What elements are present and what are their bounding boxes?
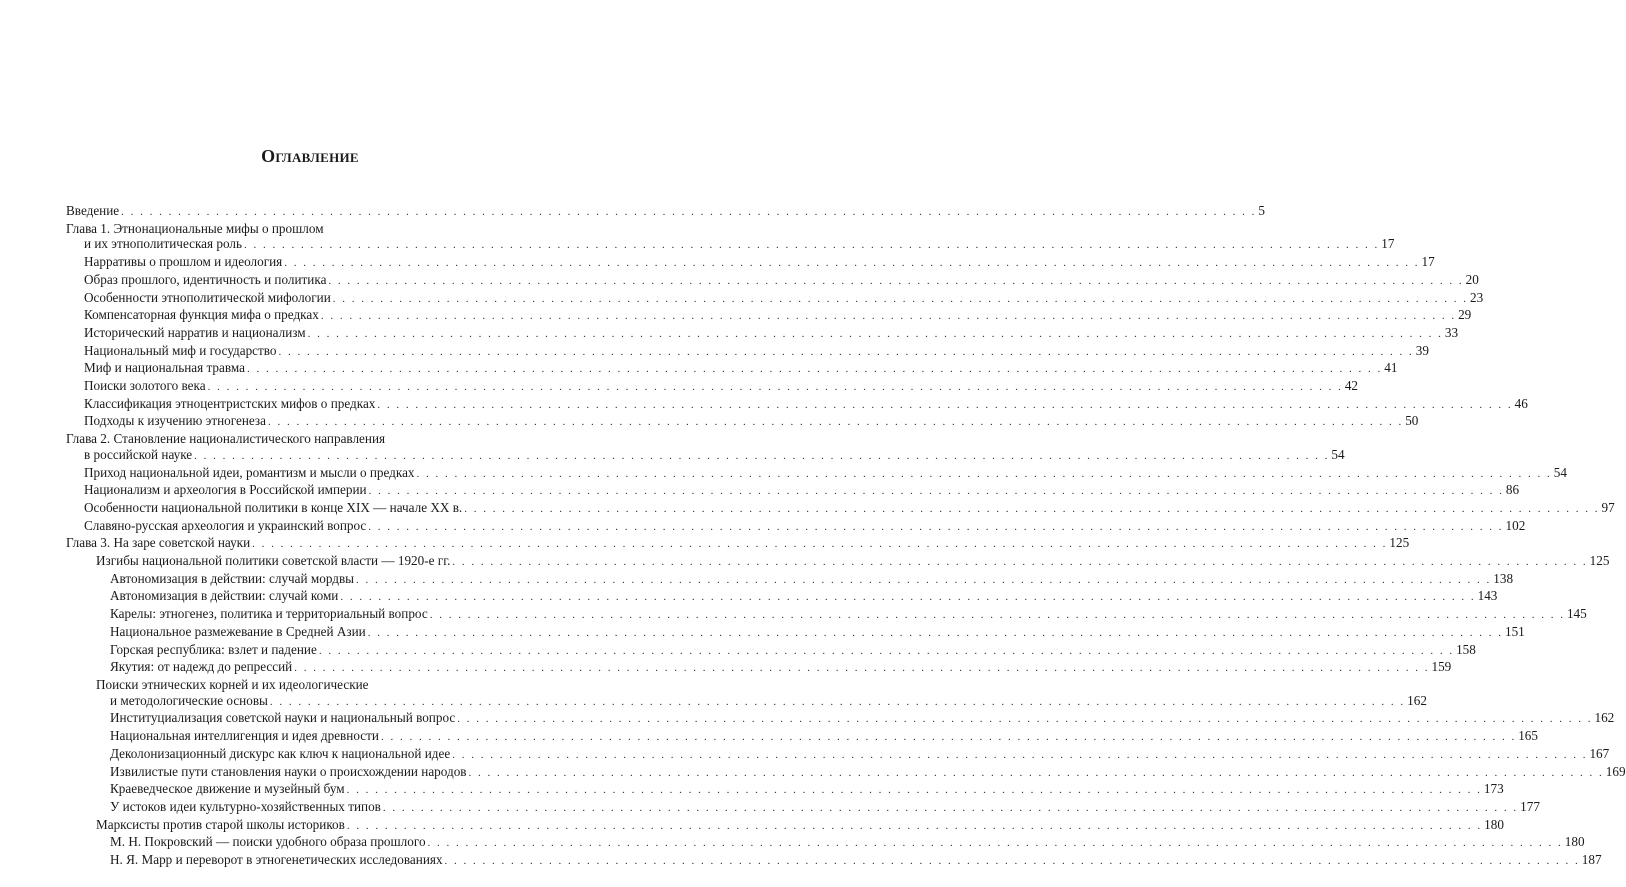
toc-entry (66, 254, 1435, 272)
dot-leader: . . . . . . . . . . . . . . . . . . . . . . . . . . . . . . . . . . . . . . . . . . . . . . . . . . . . . . . . . . . . . . . . . . . . . . . . . . . . . . . . . . . . . . . . . . . . . . . . . . . . . . . . . . . . . . . . . . . . . . . . (318, 644, 1455, 657)
dot-leader: . . . . . . . . . . . . . . . . . . . . . . . . . . . . . . . . . . . . . . . . . . . . . . . . . . . . . . . . . . . . . . . . . . . . . . . . . . . . . . . . . . . . . . . . . . . . . . . . . . . . . . . . . . . . . . . . . . . . . . . . (429, 609, 1565, 622)
toc-entry (66, 553, 1610, 571)
toc-entry-page: 97 (1601, 499, 1615, 515)
toc-entry (66, 307, 1472, 325)
toc-entry-page: 17 (1421, 254, 1435, 270)
dot-leader: . . . . . . . . . . . . . . . . . . . . . . . . . . . . . . . . . . . . . . . . . . . . . . . . . . . . . . . . . . . . . . . . . . . . . . . . . . . . . . . . . . . . . . . . . . . . . . . . . . . . . . . . . . . . . . . . . . . . . . . . (444, 855, 1580, 868)
toc-entry (66, 710, 1615, 728)
toc-entry (66, 641, 1476, 660)
toc-entry-title: Автономизация в действии: случай мордвы (110, 570, 355, 586)
dot-leader: . . . . . . . . . . . . . . . . . . . . . . . . . . . . . . . . . . . . . . . . . . . . . . . . . . . . . . . . . . . . . . . . . . . . . . . . . . . . . . . . . . . . . . . . . . . . . . . . . . . . . . . . . . . . . . . . . . . . . . . . (452, 556, 1588, 569)
toc-entry (66, 570, 1514, 589)
toc-entry-page: 159 (1431, 659, 1452, 675)
dot-leader: . . . . . . . . . . . . . . . . . . . . . . . . . . . . . . . . . . . . . . . . . . . . . . . . . . . . . . . . . . . . . . . . . . . . . . . . . . . . . . . . . . . . . . . . . . . . . . . . . . . . . . . . . . . . . . . . . . . . . . . . (367, 626, 1503, 639)
dot-leader: . . . . . . . . . . . . . . . . . . . . . . . . . . . . . . . . . . . . . . . . . . . . . . . . . . . . . . . . . . . . . . . . . . . . . . . . . . . . . . . . . . . . . . . . . . . . . . . . . . . . . . . . . . . . . . . . . . . . . . . . (278, 345, 1414, 358)
dot-leader: . . . . . . . . . . . . . . . . . . . . . . . . . . . . . . . . . . . . . . . . . . . . . . . . . . . . . . . . . . . . . . . . . . . . . . . . . . . . . . . . . . . . . . . . . . . . . . . . . . . . . . . . . . . . . . . . . . . . . . . . (464, 502, 1600, 515)
toc-entry-page: 173 (1483, 781, 1504, 797)
toc-entry (66, 692, 1427, 711)
toc-entry-page: 39 (1415, 342, 1429, 358)
toc-entry-title: Национализм и археология в Российской империи (84, 482, 367, 498)
dot-leader: . . . . . . . . . . . . . . . . . . . . . . . . . . . . . . . . . . . . . . . . . . . . . . . . . . . . . . . . . . . . . . . . . . . . . . . . . . . . . . . . . . . . . . . . . . . . . . . . . . . . . . . . . . . . . . . . . . . . . . . . (346, 784, 1482, 797)
toc-entry (66, 360, 1398, 378)
dot-leader: . . . . . . . . . . . . . . . . . . . . . . . . . . . . . . . . . . . . . . . . . . . . . . . . . . . . . . . . . . . . . . . . . . . . . . . . . . . . . . . . . . . . . . . . . . . . . . . . . . . . . . . . . . . . . . . . . . . . . . . . (244, 239, 1380, 252)
toc-entry (66, 464, 1567, 483)
dot-leader: . . . . . . . . . . . . . . . . . . . . . . . . . . . . . . . . . . . . . . . . . . . . . . . . . . . . . . . . . . . . . . . . . . . . . . . . . . . . . . . . . . . . . . . . . . . . . . . . . . . . . . . . . . . . . . . . . . . . . . . . (356, 573, 1492, 586)
dot-leader: . . . . . . . . . . . . . . . . . . . . . . . . . . . . . . . . . . . . . . . . . . . . . . . . . . . . . . . . . . . . . . . . . . . . . . . . . . . . . . . . . . . . . . . . . . . . . . . . . . . . . . . . . . . . . . . . . . . . . . . . (368, 485, 1504, 498)
toc-entry-title: Классификация этноцентристских мифов о предках (84, 395, 376, 411)
dot-leader: . . . . . . . . . . . . . . . . . . . . . . . . . . . . . . . . . . . . . . . . . . . . . . . . . . . . . . . . . . . . . . . . . . . . . . . . . . . . . . . . . . . . . . . . . . . . . . . . . . . . . . . . . . . . . . . . . . . . . . . . (194, 449, 1330, 462)
toc-entry-page: 145 (1566, 606, 1587, 622)
toc-entry (66, 271, 1479, 290)
toc-entry-title: Карелы: этногенез, политика и территориальный вопрос (110, 606, 428, 622)
toc-entry-page: 125 (1389, 535, 1410, 551)
toc-entry-page: 33 (1444, 324, 1459, 340)
toc-entry-title: Национальное размежевание в Средней Азии (110, 623, 366, 639)
dot-leader: . . . . . . . . . . . . . . . . . . . . . . . . . . . . . . . . . . . . . . . . . . . . . . . . . . . . . . . . . . . . . . . . . . . . . . . . . . . . . . . . . . . . . . . . . . . . . . . . . . . . . . . . . . . . . . . . . . . . . . . . (340, 591, 1476, 604)
toc-entry (66, 798, 1540, 817)
toc-entry-title: Глава 1. Этнонациональные мифы о прошлом (66, 220, 324, 236)
toc-entry-title: Особенности этнополитической мифологии (84, 289, 331, 305)
toc-entry-page: 42 (1344, 378, 1358, 394)
toc-entry-title: Изгибы национальной политики советской власти — 1920-е гг. (96, 553, 451, 569)
toc-entry-page: 46 (1514, 395, 1528, 411)
toc-entry-page: 50 (1405, 413, 1419, 429)
table-of-contents (66, 203, 1626, 870)
toc-entry-page: 165 (1518, 728, 1538, 744)
toc-entry-title: Нарративы о прошлом и идеология (84, 254, 283, 270)
toc-entry (66, 378, 1358, 396)
toc-entry-page: 187 (1581, 852, 1602, 868)
toc-entry-title: Особенности национальной политики в конце XIX — начале XX в. (84, 499, 463, 515)
toc-entry-title: Компенсаторная функция мифа о предках (84, 307, 319, 323)
toc-entry-title: и их этнополитическая роль (84, 236, 243, 252)
toc-entry-page: 29 (1458, 307, 1472, 323)
toc-entry-page: 180 (1564, 834, 1585, 850)
toc-entry (66, 623, 1525, 642)
dot-leader: . . . . . . . . . . . . . . . . . . . . . . . . . . . . . . . . . . . . . . . . . . . . . . . . . . . . . . . . . . . . . . . . . . . . . . . . . . . . . . . . . . . . . . . . . . . . . . . . . . . . . . . . . . . . . . . . . . . . . . . . (207, 381, 1343, 394)
toc-entry (66, 606, 1587, 624)
toc-entry-page: 143 (1477, 588, 1498, 604)
toc-entry (66, 834, 1585, 852)
toc-entry (66, 289, 1484, 308)
toc-entry (66, 413, 1419, 431)
dot-leader: . . . . . . . . . . . . . . . . . . . . . . . . . . . . . . . . . . . . . . . . . . . . . . . . . . . . . . . . . . . . . . . . . . . . . . . . . . . . . . . . . . . . . . . . . . . . . . . . . . . . . . . . . . . . . . . . . . . . . . . . (468, 766, 1604, 779)
dot-leader: . . . . . . . . . . . . . . . . . . . . . . . . . . . . . . . . . . . . . . . . . . . . . . . . . . . . . . . . . . . . . . . . . . . . . . . . . . . . . . . . . . . . . . . . . . . . . . . . . . . . . . . . . . . . . . . . . . . . . . . . (328, 274, 1464, 287)
dot-leader: . . . . . . . . . . . . . . . . . . . . . . . . . . . . . . . . . . . . . . . . . . . . . . . . . . . . . . . . . . . . . . . . . . . . . . . . . . . . . . . . . . . . . . . . . . . . . . . . . . . . . . . . . . . . . . . . . . . . . . . . (427, 837, 1563, 850)
dot-leader: . . . . . . . . . . . . . . . . . . . . . . . . . . . . . . . . . . . . . . . . . . . . . . . . . . . . . . . . . . . . . . . . . . . . . . . . . . . . . . . . . . . . . . . . . . . . . . . . . . . . . . . . . . . . . . . . . . . . . . . . (452, 748, 1588, 761)
toc-entry-title: Глава 2. Становление националистического направления (66, 431, 386, 447)
toc-entry-page: 151 (1504, 623, 1525, 639)
toc-entry-page: 125 (1589, 553, 1610, 569)
toc-entry (66, 342, 1429, 361)
toc-entry (66, 499, 1615, 518)
toc-entry-title: Автономизация в действии: случай коми (110, 588, 339, 604)
toc-entry-title: Деколонизационный дискурс как ключ к национальной идее (110, 745, 451, 761)
dot-leader: . . . . . . . . . . . . . . . . . . . . . . . . . . . . . . . . . . . . . . . . . . . . . . . . . . . . . . . . . . . . . . . . . . . . . . . . . . . . . . . . . . . . . . . . . . . . . . . . . . . . . . . . . . . . . . . . . . . . . . . . (294, 662, 1430, 675)
toc-entry (66, 763, 1626, 782)
toc-entry (66, 781, 1504, 799)
dot-leader: . . . . . . . . . . . . . . . . . . . . . . . . . . . . . . . . . . . . . . . . . . . . . . . . . . . . . . . . . . . . . . . . . . . . . . . . . . . . . . . . . . . . . . . . . . . . . . . . . . . . . . . . . . . . . . . . . . . . . . . . (320, 310, 1457, 323)
toc-entry (66, 431, 544, 447)
dot-leader: . . . . . . . . . . . . . . . . . . . . . . . . . . . . . . . . . . . . . . . . . . . . . . . . . . . . . . . . . . . . . . . . . . . . . . . . . . . . . . . . . . . . . . . . . . . . . . . . . . . . . . . . . . . . . . . . . . . . . . . . (246, 363, 1383, 376)
toc-entry (66, 659, 1452, 677)
toc-entry (66, 745, 1610, 764)
toc-entry-page: 138 (1493, 570, 1514, 586)
toc-entry-page: 162 (1594, 710, 1615, 726)
page-title: Оглавление (261, 146, 359, 166)
dot-leader: . . . . . . . . . . . . . . . . . . . . . . . . . . . . . . . . . . . . . . . . . . . . . . . . . . . . . . . . . . . . . . . . . . . . . . . . . . . . . . . . . . . . . . . . . . . . . . . . . . . . . . . . . . . . . . . . . . . . . . . . (269, 695, 1406, 708)
toc-entry (66, 535, 1410, 553)
toc-entry-title: Марксисты против старой школы историков (96, 816, 345, 832)
toc-entry-title: Подходы к изучению этногенеза (84, 413, 266, 429)
toc-entry-title: Краеведческое движение и музейный бум (110, 781, 345, 797)
toc-entry-title: Поиски золотого века (84, 378, 206, 394)
dot-leader: . . . . . . . . . . . . . . . . . . . . . . . . . . . . . . . . . . . . . . . . . . . . . . . . . . . . . . . . . . . . . . . . . . . . . . . . . . . . . . . . . . . . . . . . . . . . . . . . . . . . . . . . . . . . . . . . . . . . . . . . (332, 292, 1469, 305)
toc-entry (66, 324, 1459, 343)
toc-entry-title: Славяно-русская археология и украинский вопрос (84, 517, 367, 533)
toc-entry-title: У истоков идеи культурно-хозяйственных типов (110, 798, 381, 814)
toc-entry (66, 395, 1528, 414)
toc-entry-title: Миф и национальная травма (84, 360, 245, 376)
toc-entry-title: Введение (66, 203, 120, 218)
dot-leader: . . . . . . . . . . . . . . . . . . . . . . . . . . . . . . . . . . . . . . . . . . . . . . . . . . . . . . . . . . . . . . . . . . . . . . . . . . . . . . . . . . . . . . . . . . . . . . . . . . . . . . . . . . . . . . . . . . . . . . . . (284, 257, 1420, 270)
toc-entry-title: Якутия: от надежд до репрессий (110, 659, 293, 675)
toc-entry-page: 177 (1520, 798, 1540, 814)
dot-leader: . . . . . . . . . . . . . . . . . . . . . . . . . . . . . . . . . . . . . . . . . . . . . . . . . . . . . . . . . . . . . . . . . . . . . . . . . . . . . . . . . . . . . . . . . . . . . . . . . . . . . . . . . . . . . . . . . . . . . . . . (267, 416, 1404, 429)
toc-entry (66, 728, 1538, 746)
toc-entry-title: Образ прошлого, идентичность и политика (84, 271, 327, 287)
toc-entry-title: Поиски этнических корней и их идеологические (96, 676, 369, 692)
toc-entry-page: 17 (1381, 236, 1395, 252)
dot-leader: . . . . . . . . . . . . . . . . . . . . . . . . . . . . . . . . . . . . . . . . . . . . . . . . . . . . . . . . . . . . . . . . . . . . . . . . . . . . . . . . . . . . . . . . . . . . . . . . . . . . . . . . . . . . . . . . . . . . . . . . (416, 467, 1552, 480)
toc-entry (66, 482, 1520, 500)
dot-leader: . . . . . . . . . . . . . . . . . . . . . . . . . . . . . . . . . . . . . . . . . . . . . . . . . . . . . . . . . . . . . . . . . . . . . . . . . . . . . . . . . . . . . . . . . . . . . . . . . . . . . . . . . . . . . . . . . . . . . . . . (377, 398, 1513, 411)
toc-entry-page: 180 (1484, 816, 1504, 832)
toc-entry-page: 20 (1465, 271, 1479, 287)
toc-entry-page: 5 (1258, 203, 1265, 218)
dot-leader: . . . . . . . . . . . . . . . . . . . . . . . . . . . . . . . . . . . . . . . . . . . . . . . . . . . . . . . . . . . . . . . . . . . . . . . . . . . . . . . . . . . . . . . . . . . . . . . . . . . . . . . . . . . . . . . . . . . . . . . . (457, 713, 1593, 726)
toc-entry-title: Горская республика: взлет и падение (110, 641, 317, 657)
toc-entry (66, 816, 1504, 835)
dot-leader: . . . . . . . . . . . . . . . . . . . . . . . . . . . . . . . . . . . . . . . . . . . . . . . . . . . . . . . . . . . . . . . . . . . . . . . . . . . . . . . . . . . . . . . . . . . . . . . . . . . . . . . . . . . . . . . . . . . . . . . . (380, 731, 1517, 744)
toc-entry-page: 86 (1505, 482, 1520, 498)
toc-entry-page: 102 (1505, 517, 1526, 533)
dot-leader: . . . . . . . . . . . . . . . . . . . . . . . . . . . . . . . . . . . . . . . . . . . . . . . . . . . . . . . . . . . . . . . . . . . . . . . . . . . . . . . . . . . . . . . . . . . . . . . . . . . . . . . . . . . . . . . . . . . . . . . . (307, 327, 1443, 340)
toc-entry-page: 169 (1605, 763, 1626, 779)
dot-leader: . . . . . . . . . . . . . . . . . . . . . . . . . . . . . . . . . . . . . . . . . . . . . . . . . . . . . . . . . . . . . . . . . . . . . . . . . . . . . . . . . . . . . . . . . . . . . . . . . . . . . . . . . . . . . . . . . . . . . . . . (368, 520, 1504, 533)
dot-leader: . . . . . . . . . . . . . . . . . . . . . . . . . . . . . . . . . . . . . . . . . . . . . . . . . . . . . . . . . . . . . . . . . . . . . . . . . . . . . . . . . . . . . . . . . . . . . . . . . . . . . . . . . . . . . . . . . . . . . . . . (252, 538, 1388, 551)
toc-entry-page: 23 (1470, 289, 1484, 305)
toc-entry (66, 203, 1265, 221)
toc-entry-title: Н. Я. Марр и переворот в этногенетических исследованиях (110, 852, 443, 868)
toc-entry (66, 588, 1498, 606)
toc-entry (66, 852, 1602, 870)
toc-entry (66, 236, 1395, 254)
toc-entry (66, 677, 544, 693)
toc-entry (66, 446, 1345, 465)
toc-entry-page: 162 (1407, 692, 1427, 708)
toc-entry-page: 41 (1384, 360, 1398, 376)
toc-entry-title: Извилистые пути становления науки о происхождении народов (110, 763, 467, 779)
toc-entry (66, 517, 1526, 536)
toc-entry-page: 54 (1331, 446, 1345, 462)
toc-entry-page: 54 (1553, 464, 1567, 480)
toc-entry-title: и методологические основы (110, 692, 268, 708)
toc-entry-title: Институциализация советской науки и национальный вопрос (110, 710, 456, 726)
toc-entry-title: Исторический нарратив и национализм (84, 324, 306, 340)
dot-leader: . . . . . . . . . . . . . . . . . . . . . . . . . . . . . . . . . . . . . . . . . . . . . . . . . . . . . . . . . . . . . . . . . . . . . . . . . . . . . . . . . . . . . . . . . . . . . . . . . . . . . . . . . . . . . . . . . . . . . . . . (121, 206, 1257, 218)
dot-leader: . . . . . . . . . . . . . . . . . . . . . . . . . . . . . . . . . . . . . . . . . . . . . . . . . . . . . . . . . . . . . . . . . . . . . . . . . . . . . . . . . . . . . . . . . . . . . . . . . . . . . . . . . . . . . . . . . . . . . . . . (346, 819, 1483, 832)
toc-entry-page: 158 (1456, 641, 1476, 657)
toc-entry-title: Приход национальной идеи, романтизм и мысли о предках (84, 464, 415, 480)
toc-entry-page: 167 (1589, 745, 1610, 761)
toc-entry-title: в российской науке (84, 446, 193, 462)
toc-entry-title: Национальный миф и государство (84, 342, 277, 358)
toc-entry-title: Глава 3. На заре советской науки (66, 535, 251, 551)
dot-leader: . . . . . . . . . . . . . . . . . . . . . . . . . . . . . . . . . . . . . . . . . . . . . . . . . . . . . . . . . . . . . . . . . . . . . . . . . . . . . . . . . . . . . . . . . . . . . . . . . . . . . . . . . . . . . . . . . . . . . . . . (382, 801, 1519, 814)
toc-entry-title: Национальная интеллигенция и идея древности (110, 728, 379, 744)
toc-entry (66, 221, 544, 237)
toc-entry-title: М. Н. Покровский — поиски удобного образа прошлого (110, 834, 426, 850)
